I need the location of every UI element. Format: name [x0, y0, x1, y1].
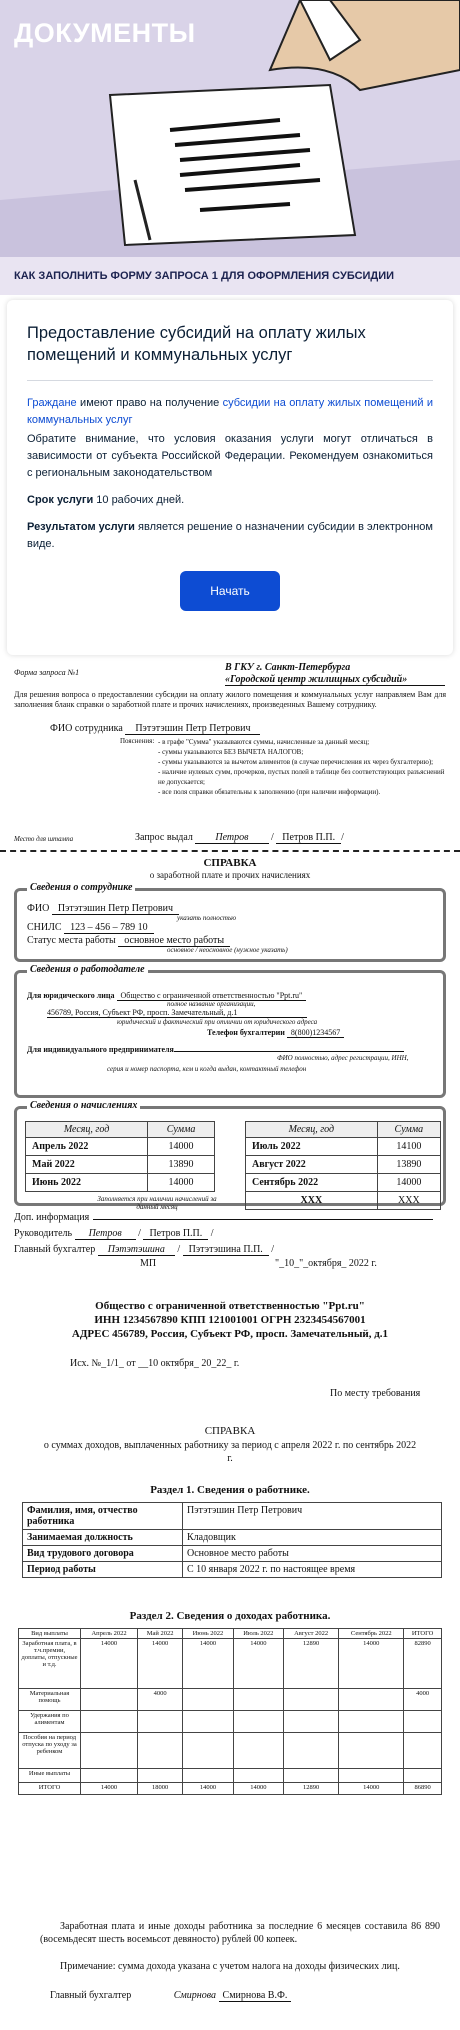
month-cell: Май 2022 [26, 1156, 148, 1174]
signature-label: Главный бухгалтер [50, 1990, 132, 2001]
col-header: Апрель 2022 [81, 1629, 138, 1639]
sum-cell: 14000 [148, 1138, 215, 1156]
org-requisites: ИНН 1234567890 КПП 121001001 ОГРН 2323454567001 [94, 1314, 366, 1326]
hero-banner [0, 0, 460, 295]
cell: ИТОГО [19, 1783, 81, 1795]
cell: 14000 [138, 1639, 183, 1689]
cell [233, 1769, 283, 1783]
document-signing-illustration [0, 0, 460, 295]
cell [404, 1733, 442, 1769]
employee-fio-row [27, 903, 433, 914]
ip-hint2: серия и номер паспорта, кем и когда выдан, контактный телефон [107, 1065, 307, 1073]
phone-label: Телефон бухгалтерии [207, 1028, 285, 1037]
col-sum: Сумма [148, 1122, 215, 1138]
cell: Иные выплаты [19, 1769, 81, 1783]
income-certificate [0, 1300, 460, 2030]
service-result [27, 519, 433, 553]
table-row [19, 1783, 442, 1795]
recipient-line2: «Городской центр жилищных субсидий» [225, 674, 445, 686]
col-header: Май 2022 [138, 1629, 183, 1639]
org-name: Общество с ограниченной ответственностью "Ppt.ru" [117, 991, 307, 1001]
cell [339, 1733, 404, 1769]
employee-legend: Сведения о сотруднике [27, 882, 135, 893]
field-value: Пэтэтэшин Петр Петрович [183, 1503, 442, 1530]
form-number: Форма запроса №1 [14, 668, 80, 677]
org-name-row [27, 991, 433, 1000]
table-row [26, 1138, 215, 1156]
col-month: Месяц, год [26, 1122, 148, 1138]
cell [81, 1711, 138, 1733]
income-table [18, 1628, 442, 1795]
col-header: Вид выплаты [19, 1629, 81, 1639]
month-cell: Сентябрь 2022 [246, 1174, 378, 1192]
accruals-note: Заполняется при наличии начислений за данный месяц [97, 1195, 217, 1211]
snils-label: СНИЛС [27, 922, 62, 933]
status-hint: основное / неосновное (нужное указать) [167, 946, 288, 954]
service-card [7, 300, 453, 655]
service-note: Обратите внимание, что условия оказания услуги могут отличаться в зависимости от субъекта Российской Федерации. Рекомендуем ознакомиться с региональным законодательством [27, 433, 433, 479]
divider [27, 380, 433, 381]
field-value: С 10 января 2022 г. по настоящее время [183, 1562, 442, 1578]
table-row [23, 1530, 442, 1546]
signature-row [50, 1990, 291, 2001]
fio-label: ФИО сотрудника [50, 723, 123, 734]
note-item: - суммы указываются за вычетом алиментов (в случае перечисления их через бухгалтерию); [158, 758, 434, 766]
month-cell: Июль 2022 [246, 1138, 378, 1156]
snils-value: 123 – 456 – 789 10 [64, 922, 154, 934]
issued-label: Запрос выдал [135, 832, 193, 843]
month-cell: Август 2022 [246, 1156, 378, 1174]
head-row: Руководитель Петров / Петров П.П. / [14, 1228, 214, 1239]
col-month: Месяц, год [246, 1122, 378, 1138]
cell [339, 1769, 404, 1783]
snils-row [27, 922, 433, 933]
cell [339, 1689, 404, 1711]
cell [233, 1733, 283, 1769]
accruals-table-left [25, 1121, 215, 1192]
employee-fio: Пэтэтэшин Петр Петрович [52, 903, 179, 915]
cell: Удержания по алиментам [19, 1711, 81, 1733]
status-row [27, 935, 433, 946]
cell: 14000 [183, 1639, 234, 1689]
org-address: АДРЕС 456789, Россия, Субъект РФ, просп. Замечательный, д.1 [71, 1328, 389, 1340]
cell [283, 1711, 338, 1733]
cell [81, 1769, 138, 1783]
banner-title: ДОКУМЕНТЫ [14, 18, 196, 48]
table-row [23, 1562, 442, 1578]
cell [138, 1711, 183, 1733]
sum-cell: 14000 [377, 1174, 440, 1192]
note-item: - в графе "Сумма" указываются суммы, начисленные за данный месяц; [158, 738, 370, 746]
col-header: Август 2022 [283, 1629, 338, 1639]
cell: 82890 [404, 1639, 442, 1689]
org-address: 456789, Россия, Субъект РФ, просп. Замечательный, д.1 [47, 1008, 307, 1018]
employee-fio-label: ФИО [27, 903, 50, 914]
accountant-row: Главный бухгалтер Пэтэтэшина / Пэтэтэшина П.П. / [14, 1244, 275, 1255]
form1-date: "_10_"_октября_ 2022 г. [275, 1258, 377, 1269]
cell [183, 1769, 234, 1783]
phone-value: 8(800)1234567 [287, 1028, 344, 1038]
accountant-signature: Пэтэтэшина [98, 1244, 175, 1256]
note-item: - все поля справки обязательны к заполнению (при наличии информации). [158, 788, 381, 796]
table-row [23, 1546, 442, 1562]
employer-section [14, 964, 446, 1098]
service-term [27, 492, 433, 509]
cell: 12890 [283, 1639, 338, 1689]
subsidy-link[interactable]: субсидии на оплату жилых помещений и коммунальных услуг [27, 397, 433, 426]
cell: 12890 [283, 1783, 338, 1795]
table-row [23, 1503, 442, 1530]
recipient-line1: В ГКУ г. Санкт-Петербурга [225, 662, 351, 673]
employer-legend: Сведения о работодателе [27, 964, 148, 975]
result-label: Результатом услуги [27, 521, 135, 533]
org-address-hint: юридический и фактический при отличии от юридического адреса [117, 1018, 318, 1026]
sum-cell: 14100 [377, 1138, 440, 1156]
cell: 14000 [81, 1783, 138, 1795]
ip-hint: ФИО полностью, адрес регистрации, ИНН, [277, 1054, 409, 1062]
term-value: 10 рабочих дней. [93, 494, 185, 506]
issued-sign: Петров [195, 832, 268, 844]
table-row [246, 1174, 441, 1192]
start-button[interactable]: Начать [180, 571, 280, 611]
cell: Заработная плата, в т.ч.премии, доплаты, отпускные и т.д. [19, 1639, 81, 1689]
cell [283, 1733, 338, 1769]
head-name: Петров П.П. [143, 1228, 208, 1240]
cell: 86890 [404, 1783, 442, 1795]
cell [81, 1689, 138, 1711]
employee-section [14, 882, 446, 962]
signatory-name: Смирнова В.Ф. [219, 1990, 292, 2002]
field-label: Вид трудового договора [23, 1546, 183, 1562]
cell: Материальная помощь [19, 1689, 81, 1711]
col-sum: Сумма [377, 1122, 440, 1138]
org-title: Общество с ограниченной ответственностью "Ppt.ru" [95, 1300, 365, 1312]
accruals-table-right [245, 1121, 441, 1210]
phone-row [207, 1028, 433, 1037]
org-name-hint: полное название организации, [167, 1000, 256, 1008]
status-label: Статус места работы [27, 935, 116, 946]
cell [233, 1711, 283, 1733]
accruals-section [14, 1100, 446, 1211]
cell [138, 1769, 183, 1783]
eligibility-text: имеют право на получение [76, 397, 223, 409]
issued-row: Запрос выдал Петров / Петров П.П. / [135, 832, 344, 843]
term-label: Срок услуги [27, 494, 94, 506]
note-item: - наличие нулевых сумм, прочерков, пустых полей в таблице без соответствующих разъяснений не допускается; [158, 768, 445, 786]
ip-label: Для индивидуального предпринимателя [27, 1045, 174, 1054]
col-header: Сентябрь 2022 [339, 1629, 404, 1639]
table-row [19, 1769, 442, 1783]
table-row [246, 1138, 441, 1156]
col-header: ИТОГО [404, 1629, 442, 1639]
cell [233, 1689, 283, 1711]
cell: 4000 [138, 1689, 183, 1711]
cell: 18000 [138, 1783, 183, 1795]
table-row [26, 1174, 215, 1192]
xxx-cell: ХХХ [246, 1192, 378, 1210]
table-row [19, 1711, 442, 1733]
field-value: Основное место работы [183, 1546, 442, 1562]
sum-cell: 13890 [377, 1156, 440, 1174]
citizens-link[interactable]: Гражданe [27, 397, 77, 409]
outgoing-ref: Исх. №_1/1_ от __10 октября_ 20_22_ г. [70, 1358, 240, 1369]
cell: Пособия на период отпуска по уходу за ребенком [19, 1733, 81, 1769]
certificate-subtitle: о суммах доходов, выплаченных работнику за период с апреля 2022 г. по сентябрь 2022 г. [43, 1440, 417, 1464]
field-label: Занимаемая должность [23, 1530, 183, 1546]
cell: 14000 [183, 1783, 234, 1795]
head-label: Руководитель [14, 1228, 73, 1239]
table-row [19, 1639, 442, 1689]
cell: 14000 [233, 1783, 283, 1795]
extra-info-row [14, 1212, 433, 1223]
cell [404, 1769, 442, 1783]
table-row [19, 1689, 442, 1711]
service-title: Предоставление субсидий на оплату жилых помещений и коммунальных услуг [27, 324, 366, 364]
accountant-label: Главный бухгалтер [14, 1244, 96, 1255]
mp-mark: МП [140, 1258, 157, 1269]
cell [183, 1733, 234, 1769]
table-row [26, 1156, 215, 1174]
section2-title: Раздел 2. Сведения о доходах работника. [129, 1610, 331, 1622]
field-label: Фамилия, имя, отчество работника [23, 1503, 183, 1530]
cell [183, 1689, 234, 1711]
field-value: Кладовщик [183, 1530, 442, 1546]
cell: 4000 [404, 1689, 442, 1711]
fio-row [50, 723, 260, 734]
month-cell: Апрель 2022 [26, 1138, 148, 1156]
cell: 14000 [81, 1639, 138, 1689]
table-row [19, 1733, 442, 1769]
month-cell: Июнь 2022 [26, 1174, 148, 1192]
form-intro: Для решения вопроса о предоставлении субсидии на оплату жилого помещения и коммунальных услуг направляем Вам для заполнения бланк справки о заработной плате и прочих начислениях, произведенных Вашему сотруднику. [14, 690, 446, 709]
head-signature: Петров [75, 1228, 136, 1240]
cell [339, 1711, 404, 1733]
cell [138, 1733, 183, 1769]
signature: Смирнова [173, 1990, 217, 2001]
spravka-title: СПРАВКА [203, 857, 257, 869]
cell: 14000 [233, 1639, 283, 1689]
field-label: Период работы [23, 1562, 183, 1578]
accruals-legend: Сведения о начислениях [27, 1100, 140, 1111]
cell [283, 1689, 338, 1711]
stamp-place: Место для штампа [14, 835, 74, 843]
cell [404, 1711, 442, 1733]
spravka-subtitle: о заработной плате и прочих начислениях [149, 870, 311, 880]
cell [283, 1769, 338, 1783]
banner-caption: КАК ЗАПОЛНИТЬ ФОРМУ ЗАПРОСА 1 ДЛЯ ОФОРМЛЕНИЯ СУБСИДИИ [0, 257, 460, 295]
income-summary: Заработная плата и иные доходы работника за последние 6 месяцев составила 86 890 (восемьдесят шесть восемьсот девяносто) рублей 00 копеек. [40, 1921, 440, 1945]
status-value: основное место работы [118, 935, 230, 947]
cell: 14000 [339, 1639, 404, 1689]
extra-info-label: Доп. информация [14, 1212, 90, 1223]
org-type-label: Для юридического лица [27, 991, 115, 1000]
xxx-cell: ХХХ [377, 1192, 440, 1210]
notes-list [158, 737, 448, 797]
cell [183, 1711, 234, 1733]
destination: По месту требования [330, 1388, 421, 1399]
table-row [246, 1156, 441, 1174]
col-header: Июль 2022 [233, 1629, 283, 1639]
form1-signatures [0, 1212, 460, 1292]
sum-cell: 14000 [148, 1174, 215, 1192]
table-row [246, 1192, 441, 1210]
section1-title: Раздел 1. Сведения о работнике. [150, 1484, 310, 1496]
service-eligibility [27, 395, 433, 429]
employee-table [22, 1502, 442, 1578]
certificate-title: СПРАВКА [204, 1425, 256, 1437]
issued-name: Петров П.П. [276, 832, 341, 844]
note-item: - суммы указываются БЕЗ ВЫЧЕТА НАЛОГОВ; [158, 748, 304, 756]
cell: 14000 [339, 1783, 404, 1795]
ip-row [27, 1045, 433, 1054]
employee-fio-hint: указать полностью [177, 914, 237, 922]
result-value: является решение о назначении субсидии в электронном виде. [27, 521, 433, 550]
fio-value: Пэтэтэшин Петр Петрович [125, 723, 260, 735]
income-note: Примечание: сумма дохода указана с учетом налога на доходы физических лиц. [60, 1961, 400, 1972]
notes-label: Пояснения: [120, 737, 155, 745]
cell [81, 1733, 138, 1769]
sum-cell: 13890 [148, 1156, 215, 1174]
accountant-name: Пэтэтэшина П.П. [183, 1244, 269, 1256]
col-header: Июнь 2022 [183, 1629, 234, 1639]
cut-line [0, 850, 460, 852]
